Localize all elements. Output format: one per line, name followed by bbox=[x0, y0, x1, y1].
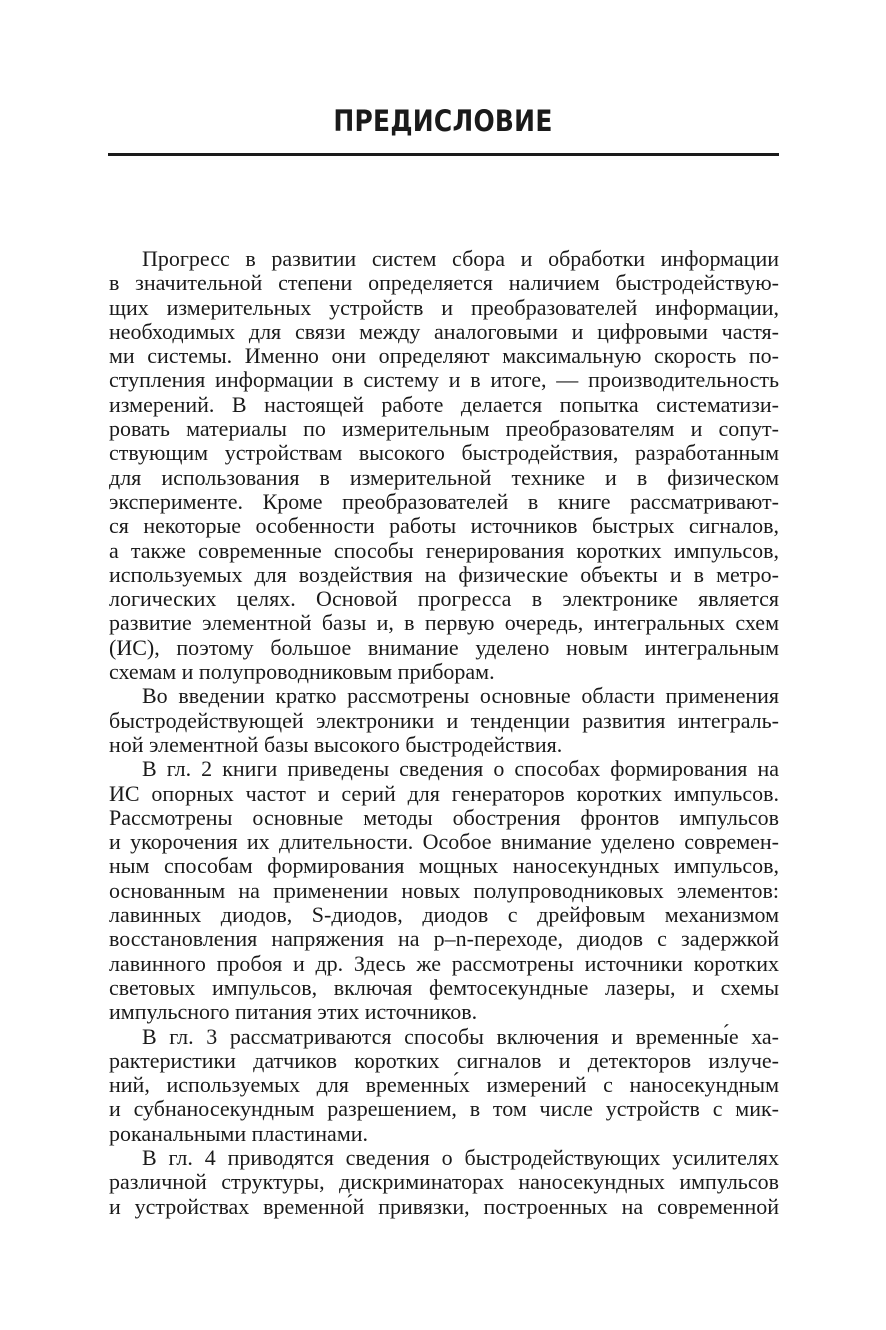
text-line: ми системы. Именно они определяют максимальную скорость по- bbox=[109, 343, 779, 369]
text-line: ной элементной базы высокого быстродействия. bbox=[109, 731, 563, 757]
text-line: необходимых для связи между аналоговыми и цифровыми частя- bbox=[109, 318, 779, 344]
text-line: ступления информации в систему и в итоге, — производительность bbox=[109, 367, 779, 393]
text-line: схемам и полупроводниковым приборам. bbox=[109, 659, 495, 685]
text-line: ИС опорных частот и серий для генераторов коротких импульсов. bbox=[109, 780, 779, 806]
text-line: а также современные способы генерирования коротких импульсов, bbox=[109, 537, 779, 563]
text-line: световых импульсов, включая фемтосекундные лазеры, и схемы bbox=[109, 974, 779, 1000]
text-line: В гл. 3 рассматриваются способы включения и временны́е ха- bbox=[142, 1023, 779, 1049]
text-line: быстродействующей электроники и тенденции развития интеграль- bbox=[109, 707, 779, 733]
text-line: основанным на применении новых полупроводниковых элементов: bbox=[109, 877, 779, 903]
text-line: ровать материалы по измерительным преобразователям и сопут- bbox=[109, 416, 779, 442]
text-line: Рассмотрены основные методы обострения фронтов импульсов bbox=[109, 804, 779, 830]
text-line: лавинного пробоя и др. Здесь же рассмотрены источники коротких bbox=[109, 950, 779, 976]
text-line: роканальными пластинами. bbox=[109, 1120, 369, 1146]
text-line: различной структуры, дискриминаторах наносекундных импульсов bbox=[109, 1169, 779, 1195]
text-line: используемых для воздействия на физические объекты и в метро- bbox=[109, 561, 779, 587]
page-title: ПРЕДИСЛОВИЕ bbox=[333, 104, 553, 138]
text-line: лавинных диодов, S-диодов, диодов с дрейфовым механизмом bbox=[109, 902, 779, 928]
text-line: для использования в измерительной технике и в физическом bbox=[109, 464, 779, 490]
text-line: ным способам формирования мощных наносекундных импульсов, bbox=[109, 853, 779, 879]
text-line: логических целях. Основой прогресса в электронике является bbox=[109, 586, 779, 612]
text-line: и субнаносекундным разрешением, в том числе устройств с мик- bbox=[109, 1096, 779, 1122]
text-line: ний, используемых для временны́х измерений с наносекундным bbox=[109, 1072, 779, 1098]
text-line: в значительной степени определяется наличием быстродействую- bbox=[109, 270, 779, 296]
text-line: щих измерительных устройств и преобразователей информации, bbox=[109, 294, 779, 320]
text-line: измерений. В настоящей работе делается попытка систематизи- bbox=[109, 391, 779, 417]
text-line: восстановления напряжения на p–n-переходе, диодов с задержкой bbox=[109, 926, 779, 952]
text-line: ся некоторые особенности работы источников быстрых сигналов, bbox=[109, 513, 779, 539]
text-line: и укорочения их длительности. Особое внимание уделено современ- bbox=[109, 829, 779, 855]
text-line: импульсного питания этих источников. bbox=[109, 999, 478, 1025]
text-line: развитие элементной базы и, в первую очередь, интегральных схем bbox=[109, 610, 779, 636]
text-line: В гл. 2 книги приведены сведения о способах формирования на bbox=[142, 756, 779, 782]
text-line: Во введении кратко рассмотрены основные области применения bbox=[142, 683, 779, 709]
title-rule bbox=[108, 153, 779, 156]
text-line: (ИС), поэтому большое внимание уделено новым интегральным bbox=[109, 634, 779, 660]
text-line: и устройствах временно́й привязки, построенных на современной bbox=[109, 1193, 779, 1219]
text-line: рактеристики датчиков коротких сигналов и детекторов излуче- bbox=[109, 1047, 779, 1073]
text-line: ствующим устройствам высокого быстродействия, разработанным bbox=[109, 440, 779, 466]
text-line: Прогресс в развитии систем сбора и обработки информации bbox=[142, 246, 779, 271]
text-line: В гл. 4 приводятся сведения о быстродействующих усилителях bbox=[142, 1144, 779, 1170]
preface-text bbox=[109, 247, 779, 1219]
text-line: эксперименте. Кроме преобразователей в книге рассматривают- bbox=[109, 488, 779, 514]
